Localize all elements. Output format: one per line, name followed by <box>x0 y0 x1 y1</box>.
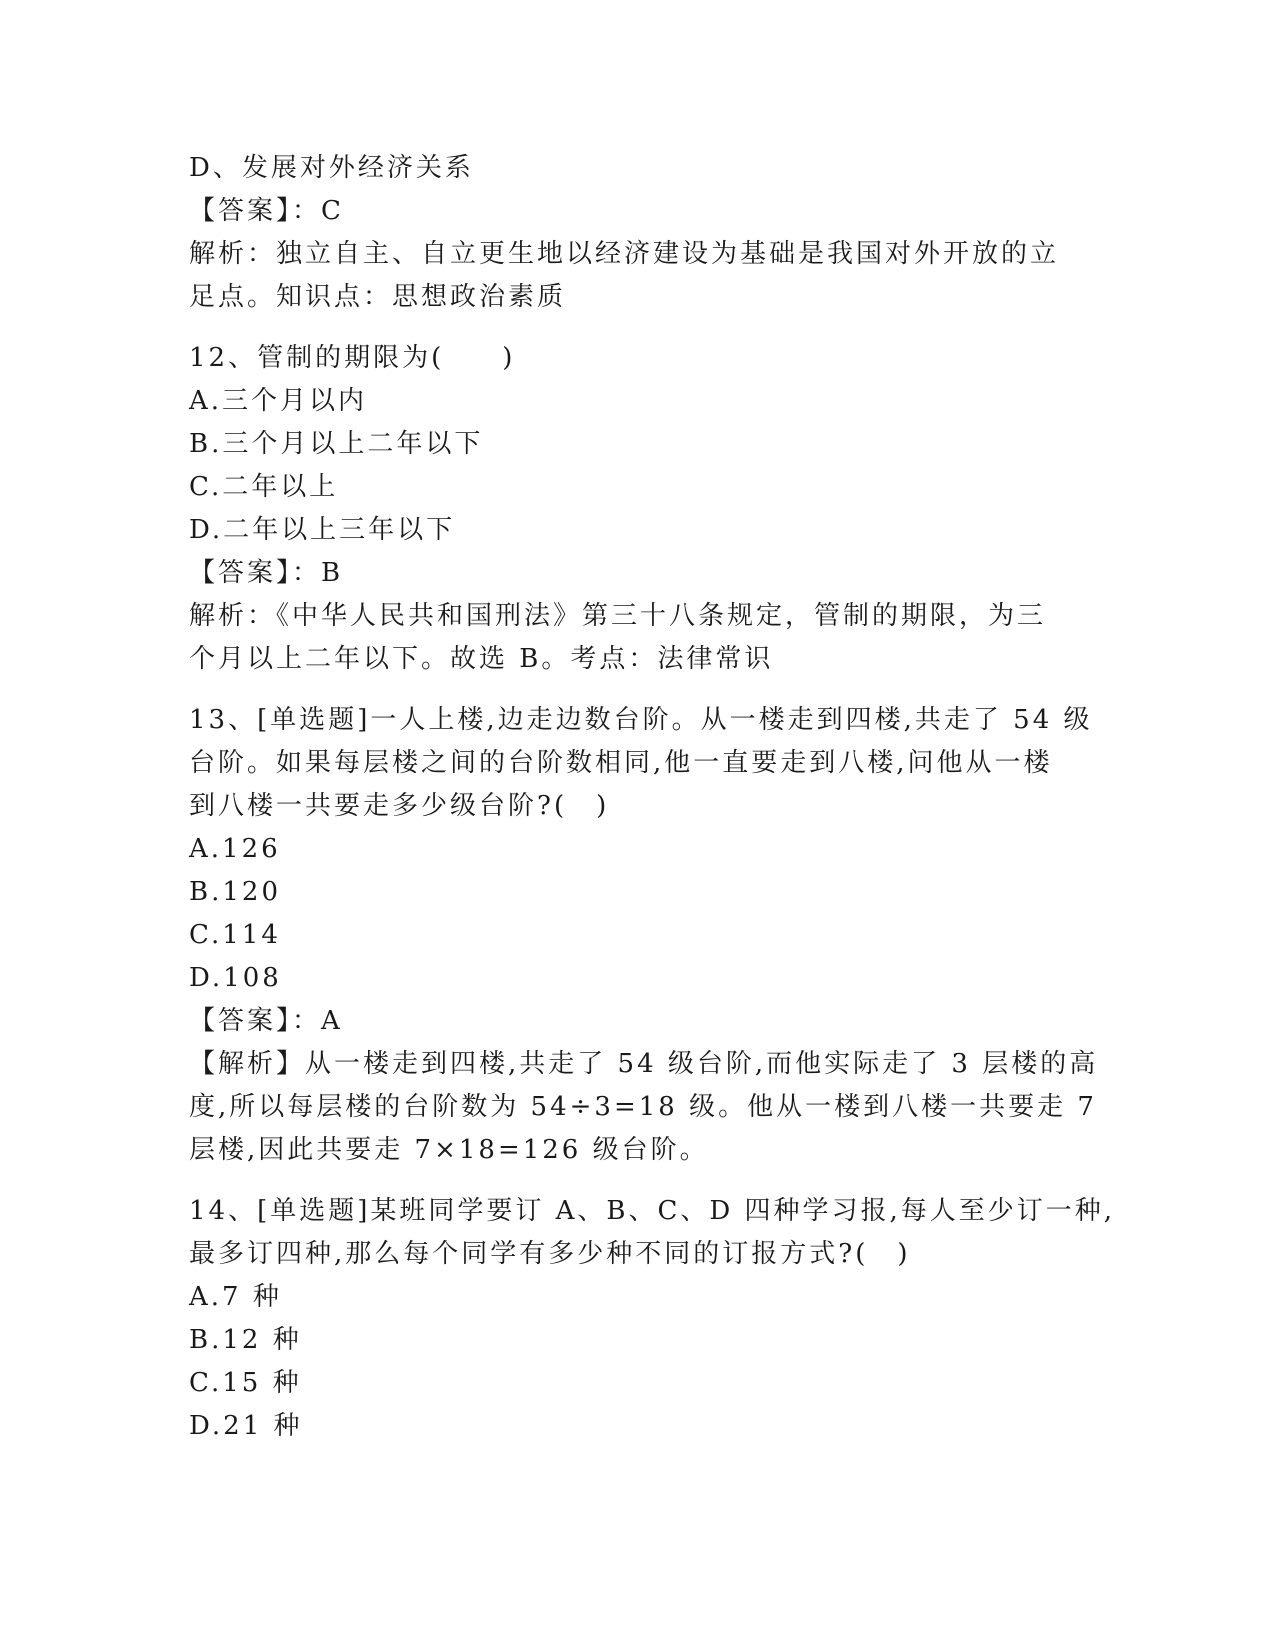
option-d: D、发展对外经济关系 <box>189 153 474 183</box>
answer-line: 【答案】：C <box>189 196 344 226</box>
option-b: B.12 种 <box>189 1325 302 1355</box>
analysis-line: 解析：独立自主、自立更生地以经济建设为基础是我国对外开放的立 <box>189 239 1060 269</box>
spacer <box>189 319 1089 337</box>
document-page <box>189 147 1116 1448</box>
option-b: B.120 <box>189 877 281 907</box>
option-a: A.126 <box>189 834 281 864</box>
option-c: C.114 <box>189 920 281 950</box>
question-14-stem: 最多订四种,那么每个同学有多少种不同的订报方式?( ) <box>189 1239 911 1269</box>
option-a: A.三个月以内 <box>189 386 368 416</box>
spacer <box>189 681 1089 699</box>
option-a: A.7 种 <box>189 1282 282 1312</box>
question-13-stem: 13、[单选题]一人上楼,边走边数台阶。从一楼走到四楼,共走了 54 级 <box>189 705 1093 735</box>
analysis-line: 【解析】从一楼走到四楼,共走了 54 级台阶,而他实际走了 3 层楼的高 <box>189 1049 1099 1079</box>
question-13-stem: 台阶。如果每层楼之间的台阶数相同,他一直要走到八楼,问他从一楼 <box>189 748 1053 778</box>
analysis-line: 个月以上二年以下。故选 B。考点：法律常识 <box>189 644 774 674</box>
question-12-stem: 12、管制的期限为( ) <box>189 343 516 373</box>
analysis-line: 足点。知识点：思想政治素质 <box>189 282 567 312</box>
spacer <box>189 1172 1089 1190</box>
analysis-line: 解析：《中华人民共和国刑法》第三十八条规定，管制的期限，为三 <box>189 601 1047 631</box>
analysis-line: 层楼,因此共要走 7×18=126 级台阶。 <box>189 1135 709 1165</box>
option-b: B.三个月以上二年以下 <box>189 429 484 459</box>
option-d: D.二年以上三年以下 <box>189 515 456 545</box>
option-d: D.108 <box>189 963 282 993</box>
option-c: C.15 种 <box>189 1368 302 1398</box>
option-c: C.二年以上 <box>189 472 339 502</box>
answer-line: 【答案】：A <box>189 1006 343 1036</box>
analysis-line: 度,所以每层楼的台阶数为 54÷3=18 级。他从一楼到八楼一共要走 7 <box>189 1092 1097 1122</box>
answer-line: 【答案】：B <box>189 558 344 588</box>
question-13-stem: 到八楼一共要走多少级台阶?( ) <box>189 791 610 821</box>
option-d: D.21 种 <box>189 1411 303 1441</box>
question-14-stem: 14、[单选题]某班同学要订 A、B、C、D 四种学习报,每人至少订一种, <box>189 1196 1116 1226</box>
